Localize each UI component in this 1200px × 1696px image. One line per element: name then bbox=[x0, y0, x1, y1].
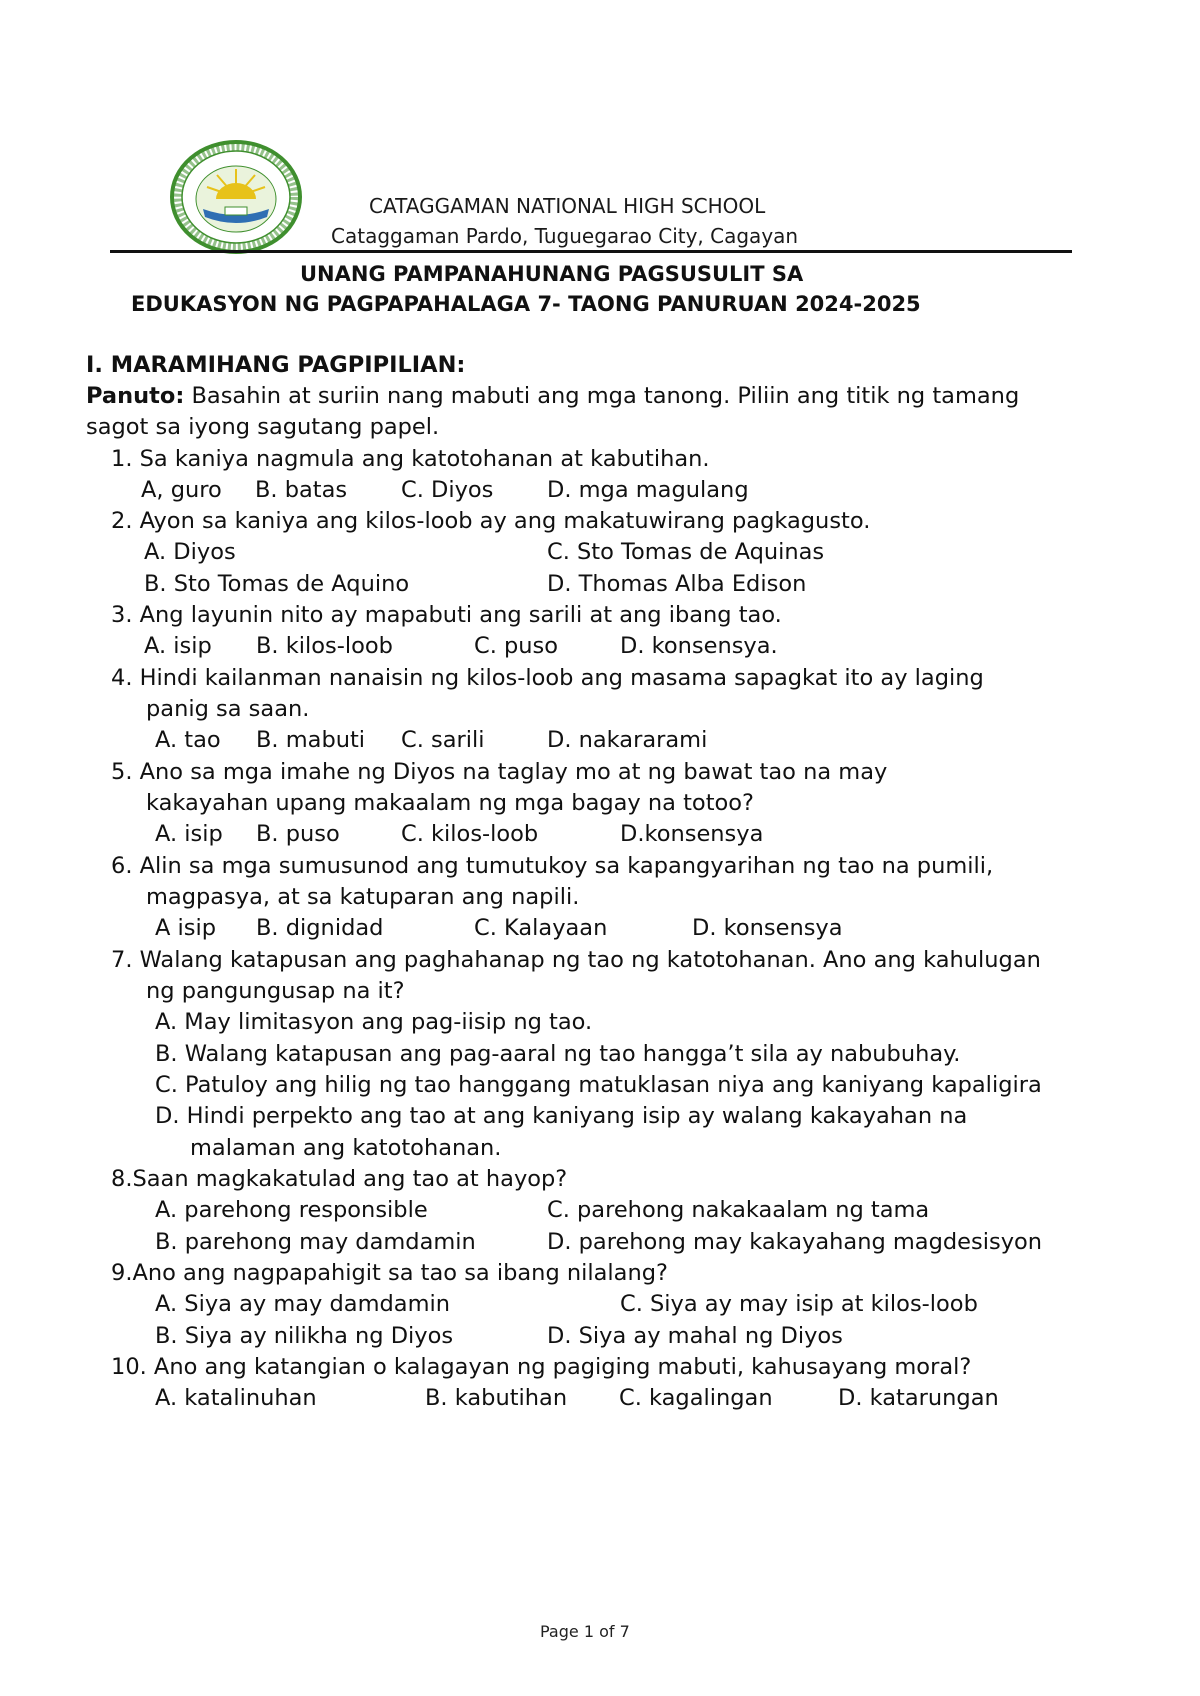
q7-option-b: B. Walang katapusan ang pag-aaral ng tao hangga’t sila ay nabubuhay. bbox=[155, 1041, 961, 1067]
q4-option-c: C. sarili bbox=[401, 727, 485, 753]
exam-title-line1: UNANG PAMPANAHUNANG PAGSUSULIT SA bbox=[300, 262, 804, 286]
question-4-cont: panig sa saan. bbox=[146, 696, 310, 722]
q6-option-c: C. Kalayaan bbox=[474, 915, 608, 941]
instructions-text: Basahin at suriin nang mabuti ang mga tanong. Piliin ang titik ng tamang bbox=[184, 383, 1020, 409]
q4-option-a: A. tao bbox=[155, 727, 221, 753]
q9-option-d: D. Siya ay mahal ng Diyos bbox=[547, 1323, 843, 1349]
q8-option-a: A. parehong responsible bbox=[155, 1197, 428, 1223]
q9-option-a: A. Siya ay may damdamin bbox=[155, 1291, 451, 1317]
q8-option-c: C. parehong nakakaalam ng tama bbox=[547, 1197, 930, 1223]
question-5: 5. Ano sa mga imahe ng Diyos na taglay mo at ng bawat tao na may bbox=[111, 759, 888, 785]
question-1: 1. Sa kaniya nagmula ang katotohanan at kabutihan. bbox=[111, 446, 710, 472]
question-8: 8.Saan magkakatulad ang tao at hayop? bbox=[111, 1166, 568, 1192]
instructions-line1 bbox=[86, 383, 1019, 409]
question-3: 3. Ang layunin nito ay mapabuti ang sarili at ang ibang tao. bbox=[111, 602, 782, 628]
q1-option-c: C. Diyos bbox=[401, 477, 494, 503]
q1-option-d: D. mga magulang bbox=[547, 477, 749, 503]
q5-option-b: B. puso bbox=[256, 821, 340, 847]
question-7-cont: ng pangungusap na it? bbox=[146, 978, 405, 1004]
header-divider bbox=[110, 250, 1072, 253]
q5-option-a: A. isip bbox=[155, 821, 223, 847]
q3-option-a: A. isip bbox=[144, 633, 212, 659]
q4-option-d: D. nakararami bbox=[547, 727, 708, 753]
q10-option-a: A. katalinuhan bbox=[155, 1385, 317, 1411]
q10-option-c: C. kagalingan bbox=[619, 1385, 773, 1411]
q2-option-a: A. Diyos bbox=[144, 539, 236, 565]
q6-option-b: B. dignidad bbox=[256, 915, 384, 941]
q10-option-b: B. kabutihan bbox=[425, 1385, 568, 1411]
question-2: 2. Ayon sa kaniya ang kilos-loob ay ang makatuwirang pagkagusto. bbox=[111, 508, 871, 534]
q5-option-d: D.konsensya bbox=[620, 821, 764, 847]
school-name: CATAGGAMAN NATIONAL HIGH SCHOOL bbox=[369, 194, 766, 218]
q9-option-c: C. Siya ay may isip at kilos-loob bbox=[620, 1291, 978, 1317]
q3-option-c: C. puso bbox=[474, 633, 559, 659]
q8-option-d: D. parehong may kakayahang magdesisyon bbox=[547, 1229, 1043, 1255]
q2-option-c: C. Sto Tomas de Aquinas bbox=[547, 539, 825, 565]
question-7: 7. Walang katapusan ang paghahanap ng tao ng katotohanan. Ano ang kahulugan bbox=[111, 947, 1041, 973]
question-5-cont: kakayahan upang makaalam ng mga bagay na totoo? bbox=[146, 790, 754, 816]
q7-option-a: A. May limitasyon ang pag-iisip ng tao. bbox=[155, 1009, 593, 1035]
q2-option-d: D. Thomas Alba Edison bbox=[547, 571, 807, 597]
q3-option-d: D. konsensya. bbox=[620, 633, 778, 659]
section-heading: I. MARAMIHANG PAGPIPILIAN: bbox=[86, 352, 466, 378]
instructions-label: Panuto: bbox=[86, 383, 185, 409]
question-6-cont: magpasya, at sa katuparan ang napili. bbox=[146, 884, 580, 910]
q4-option-b: B. mabuti bbox=[256, 727, 366, 753]
q6-option-d: D. konsensya bbox=[692, 915, 843, 941]
exam-title-line2: EDUKASYON NG PAGPAPAHALAGA 7- TAONG PANURUAN 2024-2025 bbox=[131, 292, 921, 316]
q6-option-a: A isip bbox=[155, 915, 217, 941]
school-seal-logo bbox=[169, 139, 303, 255]
q10-option-d: D. katarungan bbox=[838, 1385, 999, 1411]
q2-option-b: B. Sto Tomas de Aquino bbox=[144, 571, 410, 597]
q9-option-b: B. Siya ay nilikha ng Diyos bbox=[155, 1323, 454, 1349]
q7-option-c: C. Patuloy ang hilig ng tao hanggang matuklasan niya ang kaniyang kapaligira bbox=[155, 1072, 1042, 1098]
q1-option-a: A, guro bbox=[141, 477, 222, 503]
question-10: 10. Ano ang katangian o kalagayan ng pagiging mabuti, kahusayang moral? bbox=[111, 1354, 972, 1380]
q7-option-d: D. Hindi perpekto ang tao at ang kaniyang isip ay walang kakayahan na bbox=[155, 1103, 968, 1129]
q7-option-d-cont: malaman ang katotohanan. bbox=[190, 1135, 502, 1161]
q3-option-b: B. kilos-loob bbox=[256, 633, 393, 659]
instructions-line2: sagot sa iyong sagutang papel. bbox=[86, 414, 440, 440]
question-4: 4. Hindi kailanman nanaisin ng kilos-loob ang masama sapagkat ito ay laging bbox=[111, 665, 984, 691]
q5-option-c: C. kilos-loob bbox=[401, 821, 539, 847]
question-9: 9.Ano ang nagpapahigit sa tao sa ibang nilalang? bbox=[111, 1260, 668, 1286]
q1-option-b: B. batas bbox=[255, 477, 348, 503]
q8-option-b: B. parehong may damdamin bbox=[155, 1229, 476, 1255]
school-address: Cataggaman Pardo, Tuguegarao City, Cagayan bbox=[331, 224, 799, 248]
page-number: Page 1 of 7 bbox=[540, 1622, 630, 1641]
question-6: 6. Alin sa mga sumusunod ang tumutukoy sa kapangyarihan ng tao na pumili, bbox=[111, 853, 994, 879]
